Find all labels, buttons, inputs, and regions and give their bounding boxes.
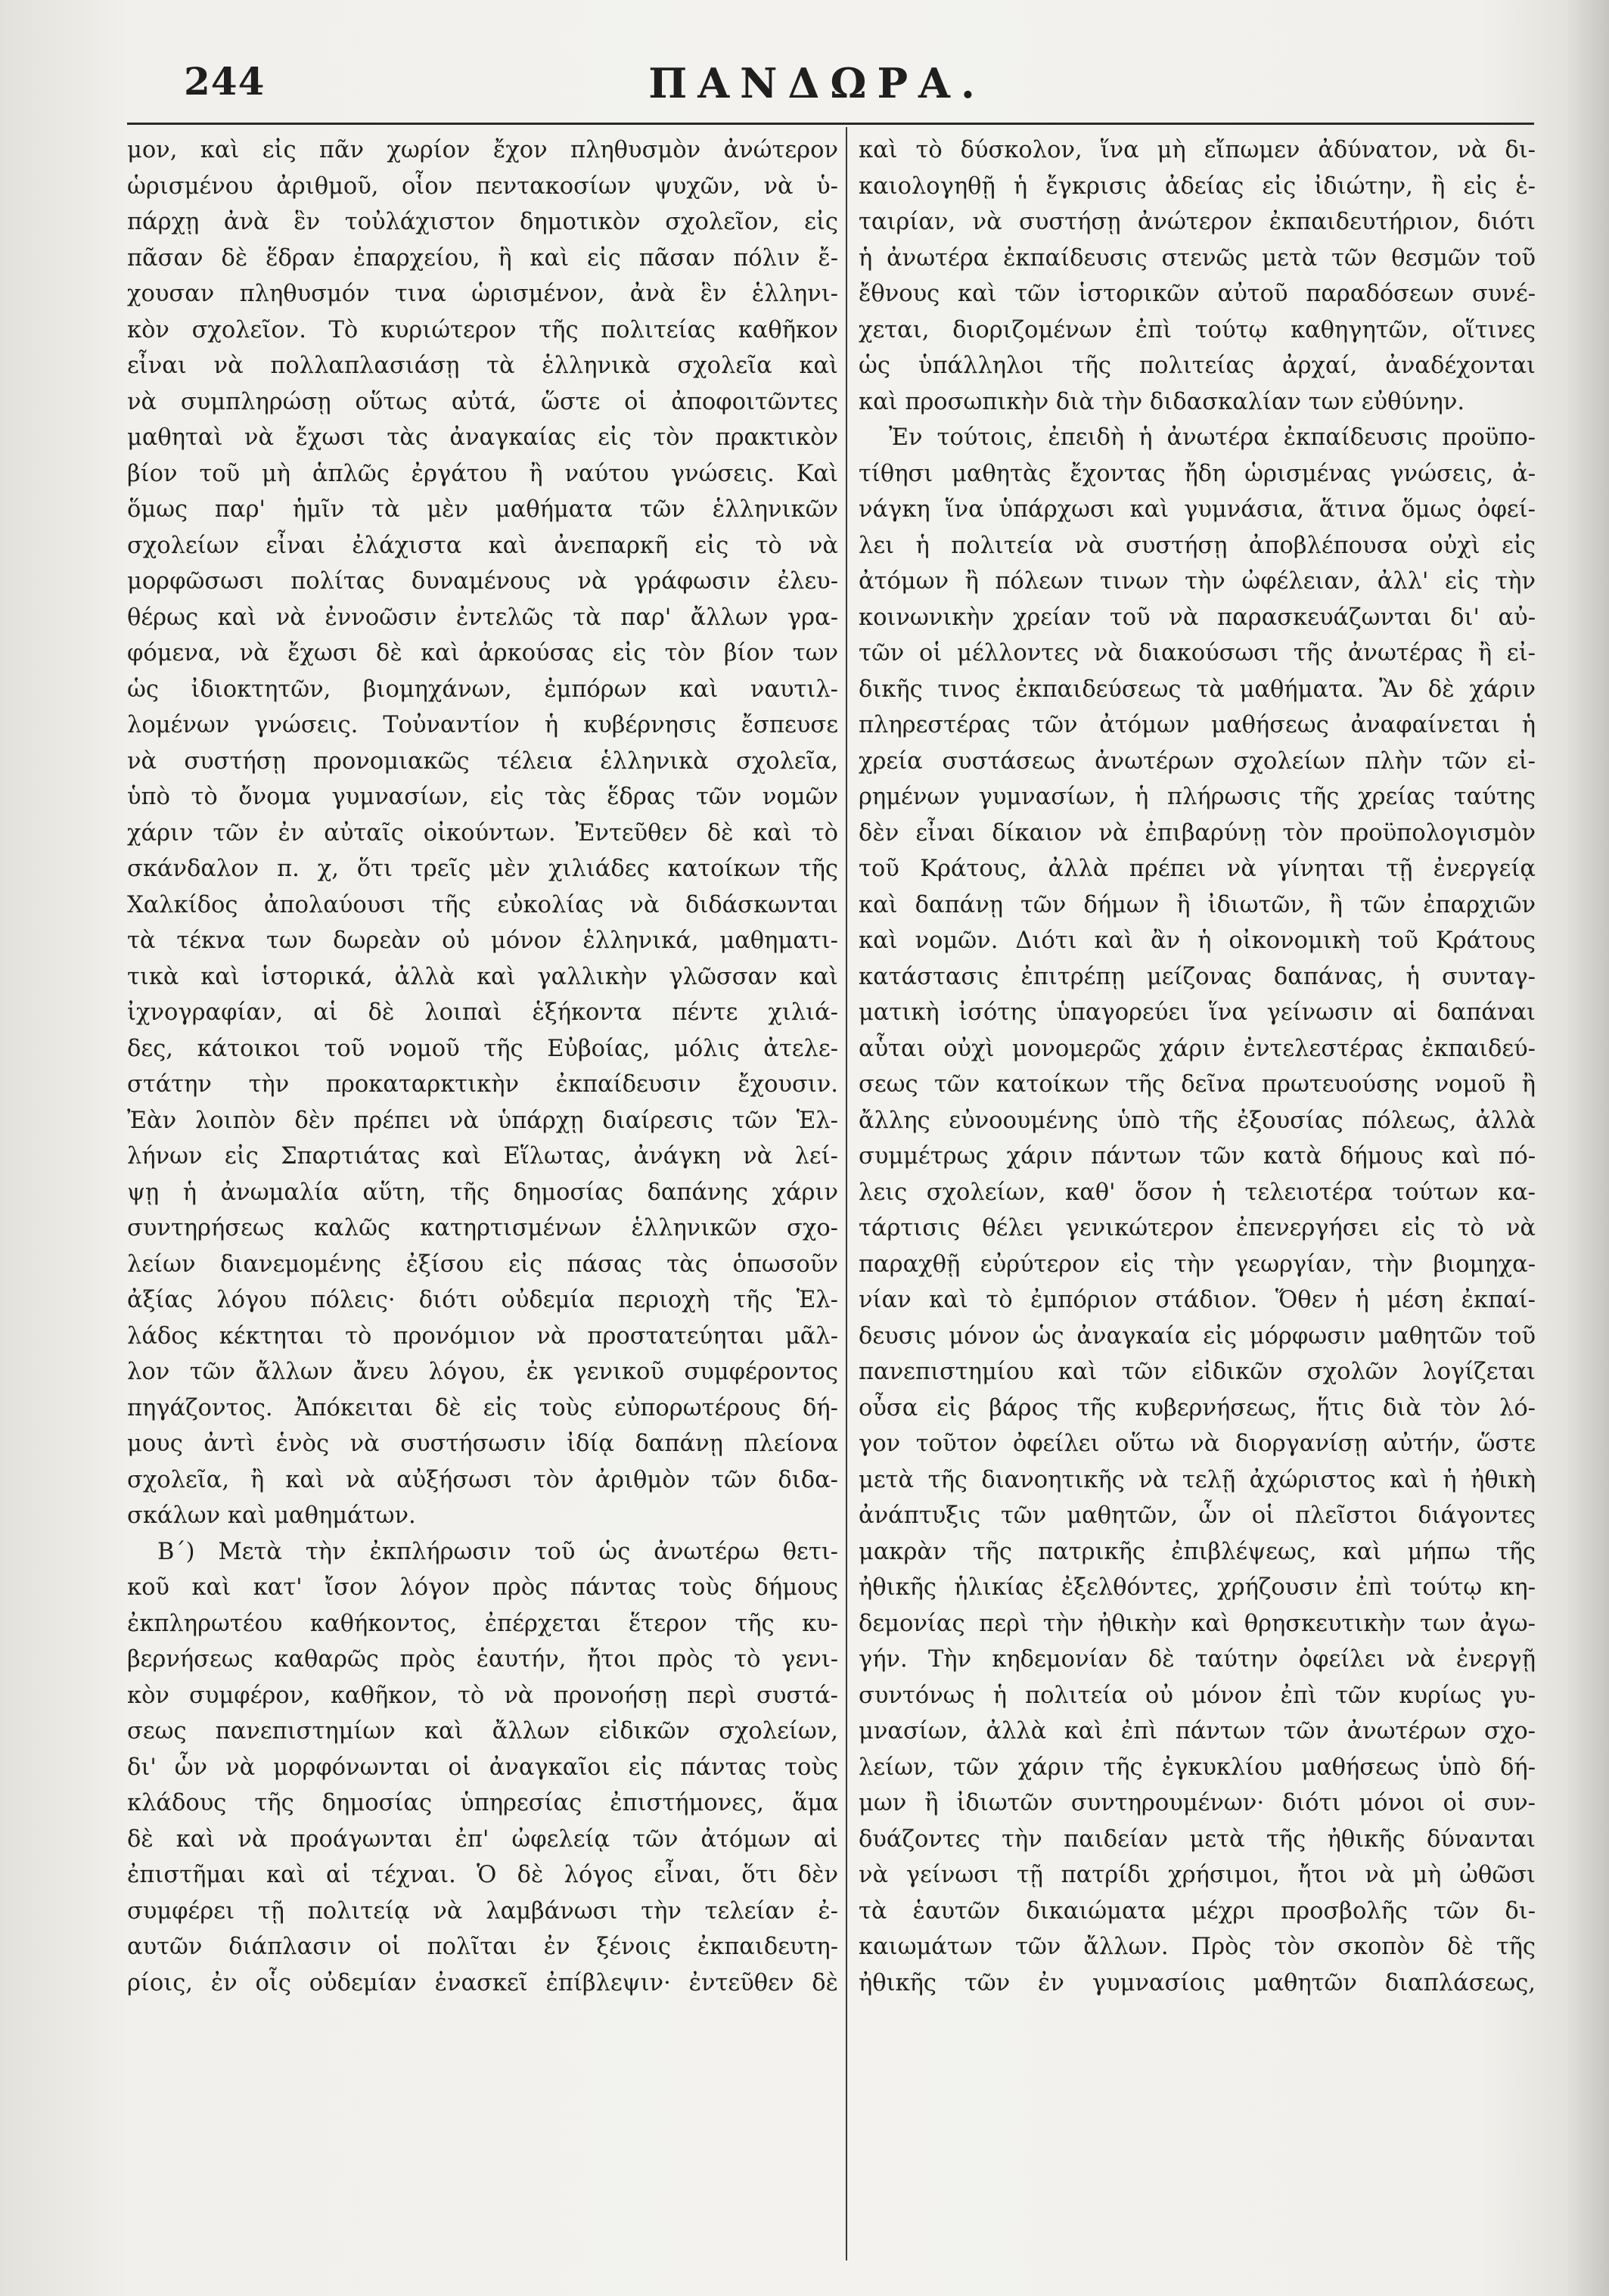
text-line: νὰ συμπληρώσῃ οὕτως αὐτά, ὥστε οἱ ἀποφοιτῶντες — [127, 388, 838, 415]
text-line: τῶν οἱ μέλλοντες νὰ διακούσωσι τῆς ἀνωτέρας ἢ εἰ- — [859, 640, 1536, 666]
text-line: τικὰ καὶ ἱστορικά, ἀλλὰ καὶ γαλλικὴν γλῶσσαν καὶ — [127, 963, 838, 990]
text-line: δι' ὧν νὰ μορφόνωνται οἱ ἀναγκαῖοι εἰς πάντας τοὺς — [127, 1754, 838, 1781]
text-line: σκάλων καὶ μαθημάτων. — [127, 1502, 416, 1529]
text-line: λον τῶν ἄλλων ἄνευ λόγου, ἐκ γενικοῦ συμφέροντος — [127, 1359, 838, 1385]
text-line: λείων διανεμομένης ἐξίσου εἰς πάσας τὰς ὁπωσοῦν — [127, 1251, 838, 1278]
text-line: μων ἢ ἰδιωτῶν συντηρουμένων· διότι μόνοι οἱ συν- — [859, 1790, 1536, 1816]
text-line: μαθηταὶ νὰ ἔχωσι τὰς ἀναγκαίας εἰς τὸν πρακτικὸν — [127, 424, 838, 451]
text-line: δευσις μόνον ὡς ἀναγκαία εἰς μόρφωσιν μαθητῶν τοῦ — [859, 1322, 1536, 1350]
text-line: μον, καὶ εἰς πᾶν χωρίον ἔχον πληθυσμὸν ἀνώτερον — [127, 137, 838, 163]
text-line: οὖσα εἰς βάρος τῆς κυβερνήσεως, ἥτις διὰ τὸν λό- — [859, 1394, 1536, 1421]
text-line: κοῦ καὶ κατ' ἴσον λόγον πρὸς πάντας τοὺς δήμους — [127, 1574, 838, 1601]
left-column — [127, 132, 838, 2001]
text-line: ψῃ ἡ ἀνωμαλία αὕτη, τῆς δημοσίας δαπάνης χάριν — [127, 1179, 838, 1206]
text-line: φόμενα, νὰ ἔχωσι δὲ καὶ ἀρκούσας εἰς τὸν βίον των — [127, 640, 838, 666]
text-line: κατάστασις ἐπιτρέπῃ μείζονας δαπάνας, ἡ συνταγ- — [859, 963, 1536, 990]
text-line: σχολεῖα, ἢ καὶ νὰ αὐξήσωσι τὸν ἀριθμὸν τῶν διδα- — [127, 1466, 838, 1493]
text-line: ρημένων γυμνασίων, ἡ πλήρωσις τῆς χρείας ταύτης — [859, 784, 1536, 810]
text-line: αυτῶν διάπλασιν οἱ πολῖται ἐν ξένοις ἐκπαιδευτη- — [127, 1934, 838, 1960]
text-line: καὶ προσωπικὴν διὰ τὴν διδασκαλίαν των εὐθύνην. — [859, 388, 1465, 415]
text-line: ἄλλης εὐνοουμένης ὑπὸ τῆς ἐξουσίας πόλεως, ἀλλὰ — [859, 1107, 1536, 1134]
text-line: ὡρισμένου ἀριθμοῦ, οἷον πεντακοσίων ψυχῶν, νὰ ὑ- — [127, 172, 838, 200]
text-line: κὸν συμφέρον, καθῆκον, τὸ νὰ προνοήσῃ περὶ συστά- — [127, 1682, 838, 1709]
text-line: χρεία συστάσεως ἀνωτέρων σχολείων πλὴν τῶν εἰ- — [859, 747, 1536, 775]
text-line: καὶ τὸ δύσκολον, ἵνα μὴ εἴπωμεν ἀδύνατον, νὰ δι- — [859, 137, 1536, 163]
text-line: δεμονίας περὶ τὴν ἠθικὴν καὶ θρησκευτικὴν των ἀγω- — [859, 1610, 1536, 1637]
text-line: τὰ ἑαυτῶν δικαιώματα μέχρι προσβολῆς τῶν δι- — [859, 1897, 1536, 1925]
text-line: ὡς ἰδιοκτητῶν, βιομηχάνων, ἐμπόρων καὶ ναυτιλ- — [127, 676, 838, 703]
text-line: ὑπὸ τὸ ὄνομα γυμνασίων, εἰς τὰς ἕδρας τῶν νομῶν — [127, 784, 838, 810]
text-line: ταιρίαν, νὰ συστήσῃ ἀνώτερον ἐκπαιδευτήριον, διότι — [859, 209, 1536, 235]
text-line: Β΄) Μετὰ τὴν ἐκπλήρωσιν τοῦ ὡς ἀνωτέρω θετι- — [157, 1538, 838, 1565]
text-line: ἡ ἀνωτέρα ἐκπαίδευσις στενῶς μετὰ τῶν θεσμῶν τοῦ — [859, 244, 1536, 272]
text-line: συμφέρει τῇ πολιτείᾳ νὰ λαμβάνωσι τὴν τελείαν ἐ- — [127, 1897, 838, 1925]
text-line: δὲν εἶναι δίκαιον νὰ ἐπιβαρύνῃ τὸν προϋπολογισμὸν — [859, 819, 1536, 847]
text-line: νάγκη ἵνα ὑπάρχωσι καὶ γυμνάσια, ἅτινα ὅμως ὀφεί- — [859, 496, 1536, 523]
text-line: σεως τῶν κατοίκων τῆς δεῖνα πρωτευούσης νομοῦ ἢ — [859, 1071, 1536, 1098]
text-line: καιωμάτων τῶν ἄλλων. Πρὸς τὸν σκοπὸν δὲ τῆς — [859, 1934, 1536, 1960]
column-divider — [846, 127, 847, 2260]
text-line: κοινωνικὴν χρείαν τοῦ νὰ παρασκευάζωνται δι' αὐ- — [859, 604, 1536, 631]
text-line: δικῆς τινος ἐκπαιδεύσεως τὰ μαθήματα. Ἂν δὲ χάριν — [859, 676, 1536, 703]
text-line: δυάζοντες τὴν παιδείαν μετὰ τῆς ἠθικῆς δύνανται — [859, 1825, 1536, 1853]
text-line: πληρεστέρας τῶν ἀτόμων μαθήσεως ἀναφαίνεται ἡ — [859, 712, 1536, 738]
binding-edge-shadow — [1564, 0, 1609, 2296]
text-line: μορφῶσωσι πολίτας δυναμένους νὰ γράφωσιν ἐλευ- — [127, 568, 838, 595]
text-line: συντηρήσεως καλῶς κατηρτισμένων ἑλληνικῶν σχο- — [127, 1215, 838, 1241]
text-line: ματικὴ ἰσότης ὑπαγορεύει ἵνα γείνωσιν αἱ δαπάναι — [859, 999, 1536, 1026]
text-line: δες, κάτοικοι τοῦ νομοῦ τῆς Εὐβοίας, μόλις ἀτελε- — [127, 1035, 838, 1062]
text-line: καὶ δαπάνῃ τῶν δήμων ἢ ἰδιωτῶν, ἢ τῶν ἐπαρχιῶν — [859, 891, 1536, 918]
text-line: κὸν σχολεῖον. Τὸ κυριώτερον τῆς πολιτείας καθῆκον — [127, 316, 838, 343]
text-line: λεις σχολείων, καθ' ὅσον ἡ τελειοτέρα τούτων κα- — [859, 1179, 1536, 1206]
text-line: σκάνδαλον π. χ, ὅτι τρεῖς μὲν χιλιάδες κατοίκων τῆς — [127, 856, 838, 882]
text-line: συμμέτρως χάριν πάντων τῶν κατὰ δήμους καὶ πό- — [859, 1143, 1536, 1170]
text-line: λάδος κέκτηται τὸ προνόμιον νὰ προστατεύηται μᾶλ- — [127, 1322, 838, 1350]
text-line: ἠθικῆς ἡλικίας ἐξελθόντες, χρήζουσιν ἐπὶ τούτῳ κη- — [859, 1574, 1536, 1601]
text-line: ἠθικῆς τῶν ἐν γυμνασίοις μαθητῶν διαπλάσεως, — [859, 1969, 1536, 1996]
text-line: σχολείων εἶναι ἐλάχιστα καὶ ἀνεπαρκῆ εἰς τὸ νὰ — [127, 532, 838, 559]
text-line: ὅμως παρ' ἡμῖν τὰ μὲν μαθήματα τῶν ἑλληνικῶν — [127, 496, 838, 523]
text-line: τοῦ Κράτους, ἀλλὰ πρέπει νὰ γίνηται τῇ ἐνεργείᾳ — [859, 856, 1536, 882]
text-line: ἐκπληρωτέου καθήκοντος, ἐπέρχεται ἕτερον τῆς κυ- — [127, 1610, 838, 1637]
text-line: πηγάζοντος. Ἀπόκειται δὲ εἰς τοὺς εὐπορωτέρους δή- — [127, 1394, 838, 1421]
text-line: τάρτισις θέλει γενικώτερον ἐπενεργήσει εἰς τὸ νὰ — [859, 1215, 1536, 1241]
text-line: πᾶσαν δὲ ἕδραν ἐπαρχείου, ἢ καὶ εἰς πᾶσαν πόλιν ἔ- — [127, 244, 838, 272]
text-line: παραχθῇ εὐρύτερον εἰς τὴν γεωργίαν, τὴν βιομηχα- — [859, 1251, 1536, 1278]
text-line: βίον τοῦ μὴ ἁπλῶς ἐργάτου ἢ ναύτου γνώσεις. Καὶ — [127, 460, 838, 487]
text-line: νὰ συστήσῃ προνομιακῶς τέλεια ἑλληνικὰ σχολεῖα, — [127, 747, 838, 775]
text-line: μους ἀντὶ ἑνὸς νὰ συστήσωσιν ἰδίᾳ δαπάνῃ πλείονα — [127, 1431, 838, 1457]
text-line: ἔθνους καὶ τῶν ἱστορικῶν αὐτοῦ παραδόσεων συνέ- — [859, 281, 1536, 307]
text-line: μακρὰν τῆς πατρικῆς ἐπιβλέψεως, καὶ μήπω τῆς — [859, 1538, 1536, 1565]
text-line: μετὰ τῆς διανοητικῆς νὰ τελῇ ἀχώριστος καὶ ἡ ἠθικὴ — [859, 1466, 1536, 1493]
text-line: καὶ νομῶν. Διότι καὶ ἂν ἡ οἰκονομικὴ τοῦ Κράτους — [859, 927, 1536, 954]
text-line: δὲ καὶ νὰ προάγωνται ἐπ' ὠφελείᾳ τῶν ἀτόμων αἱ — [127, 1825, 838, 1853]
text-line: λομένων γνώσεις. Τοὐναντίον ἡ κυβέρνησις ἔσπευσε — [127, 712, 838, 738]
text-line: χουσαν πληθυσμόν τινα ὡρισμένον, ἀνὰ ἓν ἑλληνι- — [127, 281, 838, 307]
text-line: πάρχῃ ἀνὰ ἓν τοὐλάχιστον δημοτικὸν σχολεῖον, εἰς — [127, 209, 838, 235]
text-line: θέρως καὶ νὰ ἐννοῶσιν ἐντελῶς τὰ παρ' ἄλλων γρα- — [127, 604, 838, 631]
page-number: 244 — [184, 59, 266, 104]
text-line: καιολογηθῇ ἡ ἔγκρισις ἀδείας εἰς ἰδιώτην, ἢ εἰς ἑ- — [859, 172, 1536, 200]
text-line: λήνων εἰς Σπαρτιάτας καὶ Εἵλωτας, ἀνάγκη νὰ λεί- — [127, 1143, 838, 1170]
right-column — [859, 132, 1536, 2001]
text-line: ἀνάπτυξις τῶν μαθητῶν, ὧν οἱ πλεῖστοι διάγοντες — [859, 1502, 1536, 1529]
text-line: εἶναι νὰ πολλαπλασιάσῃ τὰ ἑλληνικὰ σχολεῖα καὶ — [127, 353, 838, 379]
text-line: τὰ τέκνα των δωρεὰν οὐ μόνον ἑλληνικά, μαθηματι- — [127, 927, 838, 954]
text-line: κλάδους τῆς δημοσίας ὑπηρεσίας ἐπιστήμονες, ἅμα — [127, 1790, 838, 1816]
text-line: Ἐν τούτοις, ἐπειδὴ ἡ ἀνωτέρα ἐκπαίδευσις προϋπο- — [889, 424, 1536, 451]
text-line: νίαν καὶ τὸ ἐμπόριον στάδιον. Ὅθεν ἡ μέση ἐκπαί- — [859, 1287, 1536, 1313]
text-line: μνασίων, ἀλλὰ καὶ ἐπὶ πάντων τῶν ἀνωτέρων σχο- — [859, 1718, 1536, 1745]
text-line: ρίοις, ἐν οἷς οὐδεμίαν ἐνασκεῖ ἐπίβλεψιν· ἐντεῦθεν δὲ — [127, 1969, 838, 1996]
text-line: σεως πανεπιστημίων καὶ ἄλλων εἰδικῶν σχολείων, — [127, 1718, 838, 1745]
header-rule — [127, 123, 1534, 125]
text-line: χάριν τῶν ἐν αὐταῖς οἰκούντων. Ἐντεῦθεν δὲ καὶ τὸ — [127, 819, 838, 847]
text-line: ἰχνογραφίαν, αἱ δὲ λοιπαὶ ἑξήκοντα πέντε χιλιά- — [127, 999, 838, 1026]
running-title: ΠΑΝΔΩΡΑ. — [648, 59, 986, 107]
text-line: βερνήσεως καθαρῶς πρὸς ἑαυτήν, ἤτοι πρὸς τὸ γενι- — [127, 1646, 838, 1673]
text-line: Ἐὰν λοιπὸν δὲν πρέπει νὰ ὑπάρχῃ διαίρεσις τῶν Ἑλ- — [127, 1107, 838, 1134]
text-line: λει ἡ πολιτεία νὰ συστήσῃ ἀποβλέπουσα οὐχὶ εἰς — [859, 532, 1536, 559]
text-line: Χαλκίδος ἀπολαύουσι τῆς εὐκολίας νὰ διδάσκωνται — [127, 891, 838, 918]
text-line: ὡς ὑπάλληλοι τῆς πολιτείας ἀρχαί, ἀναδέχονται — [859, 353, 1536, 379]
text-line: στάτην τὴν προκαταρκτικὴν ἐκπαίδευσιν ἔχουσιν. — [127, 1071, 838, 1098]
text-line: συντόνως ἡ πολιτεία οὐ μόνον ἐπὶ τῶν κυρίως γυ- — [859, 1682, 1536, 1709]
text-line: ἀτόμων ἢ πόλεων τινων τὴν ὠφέλειαν, ἀλλ' εἰς τὴν — [859, 568, 1536, 595]
text-line: νὰ γείνωσι τῇ πατρίδι χρήσιμοι, ἤτοι νὰ μὴ ὠθῶσι — [859, 1862, 1536, 1888]
text-line: γον τοῦτον ὀφείλει οὕτω νὰ διοργανίσῃ αὐτήν, ὥστε — [859, 1431, 1536, 1457]
text-line: λείων, τῶν χάριν τῆς ἐγκυκλίου μαθήσεως ὑπὸ δή- — [859, 1754, 1536, 1781]
text-line: πανεπιστημίου καὶ τῶν εἰδικῶν σχολῶν λογίζεται — [859, 1359, 1536, 1385]
text-line: ἀξίας λόγου πόλεις· διότι οὐδεμία περιοχὴ τῆς Ἑλ- — [127, 1287, 838, 1313]
text-line: χεται, διοριζομένων ἐπὶ τούτῳ καθηγητῶν, οἵτινες — [859, 316, 1536, 343]
text-line: ἐπιστῆμαι καὶ αἱ τέχναι. Ὁ δὲ λόγος εἶναι, ὅτι δὲν — [127, 1862, 838, 1888]
text-line: αὗται οὐχὶ μονομερῶς χάριν ἐντελεστέρας ἐκπαιδεύ- — [859, 1035, 1536, 1062]
text-line: τίθησι μαθητὰς ἔχοντας ἤδη ὡρισμένας γνώσεις, ἀ- — [859, 460, 1536, 487]
text-line: γήν. Τὴν κηδεμονίαν δὲ ταύτην ὀφείλει νὰ ἐνεργῇ — [859, 1646, 1536, 1673]
